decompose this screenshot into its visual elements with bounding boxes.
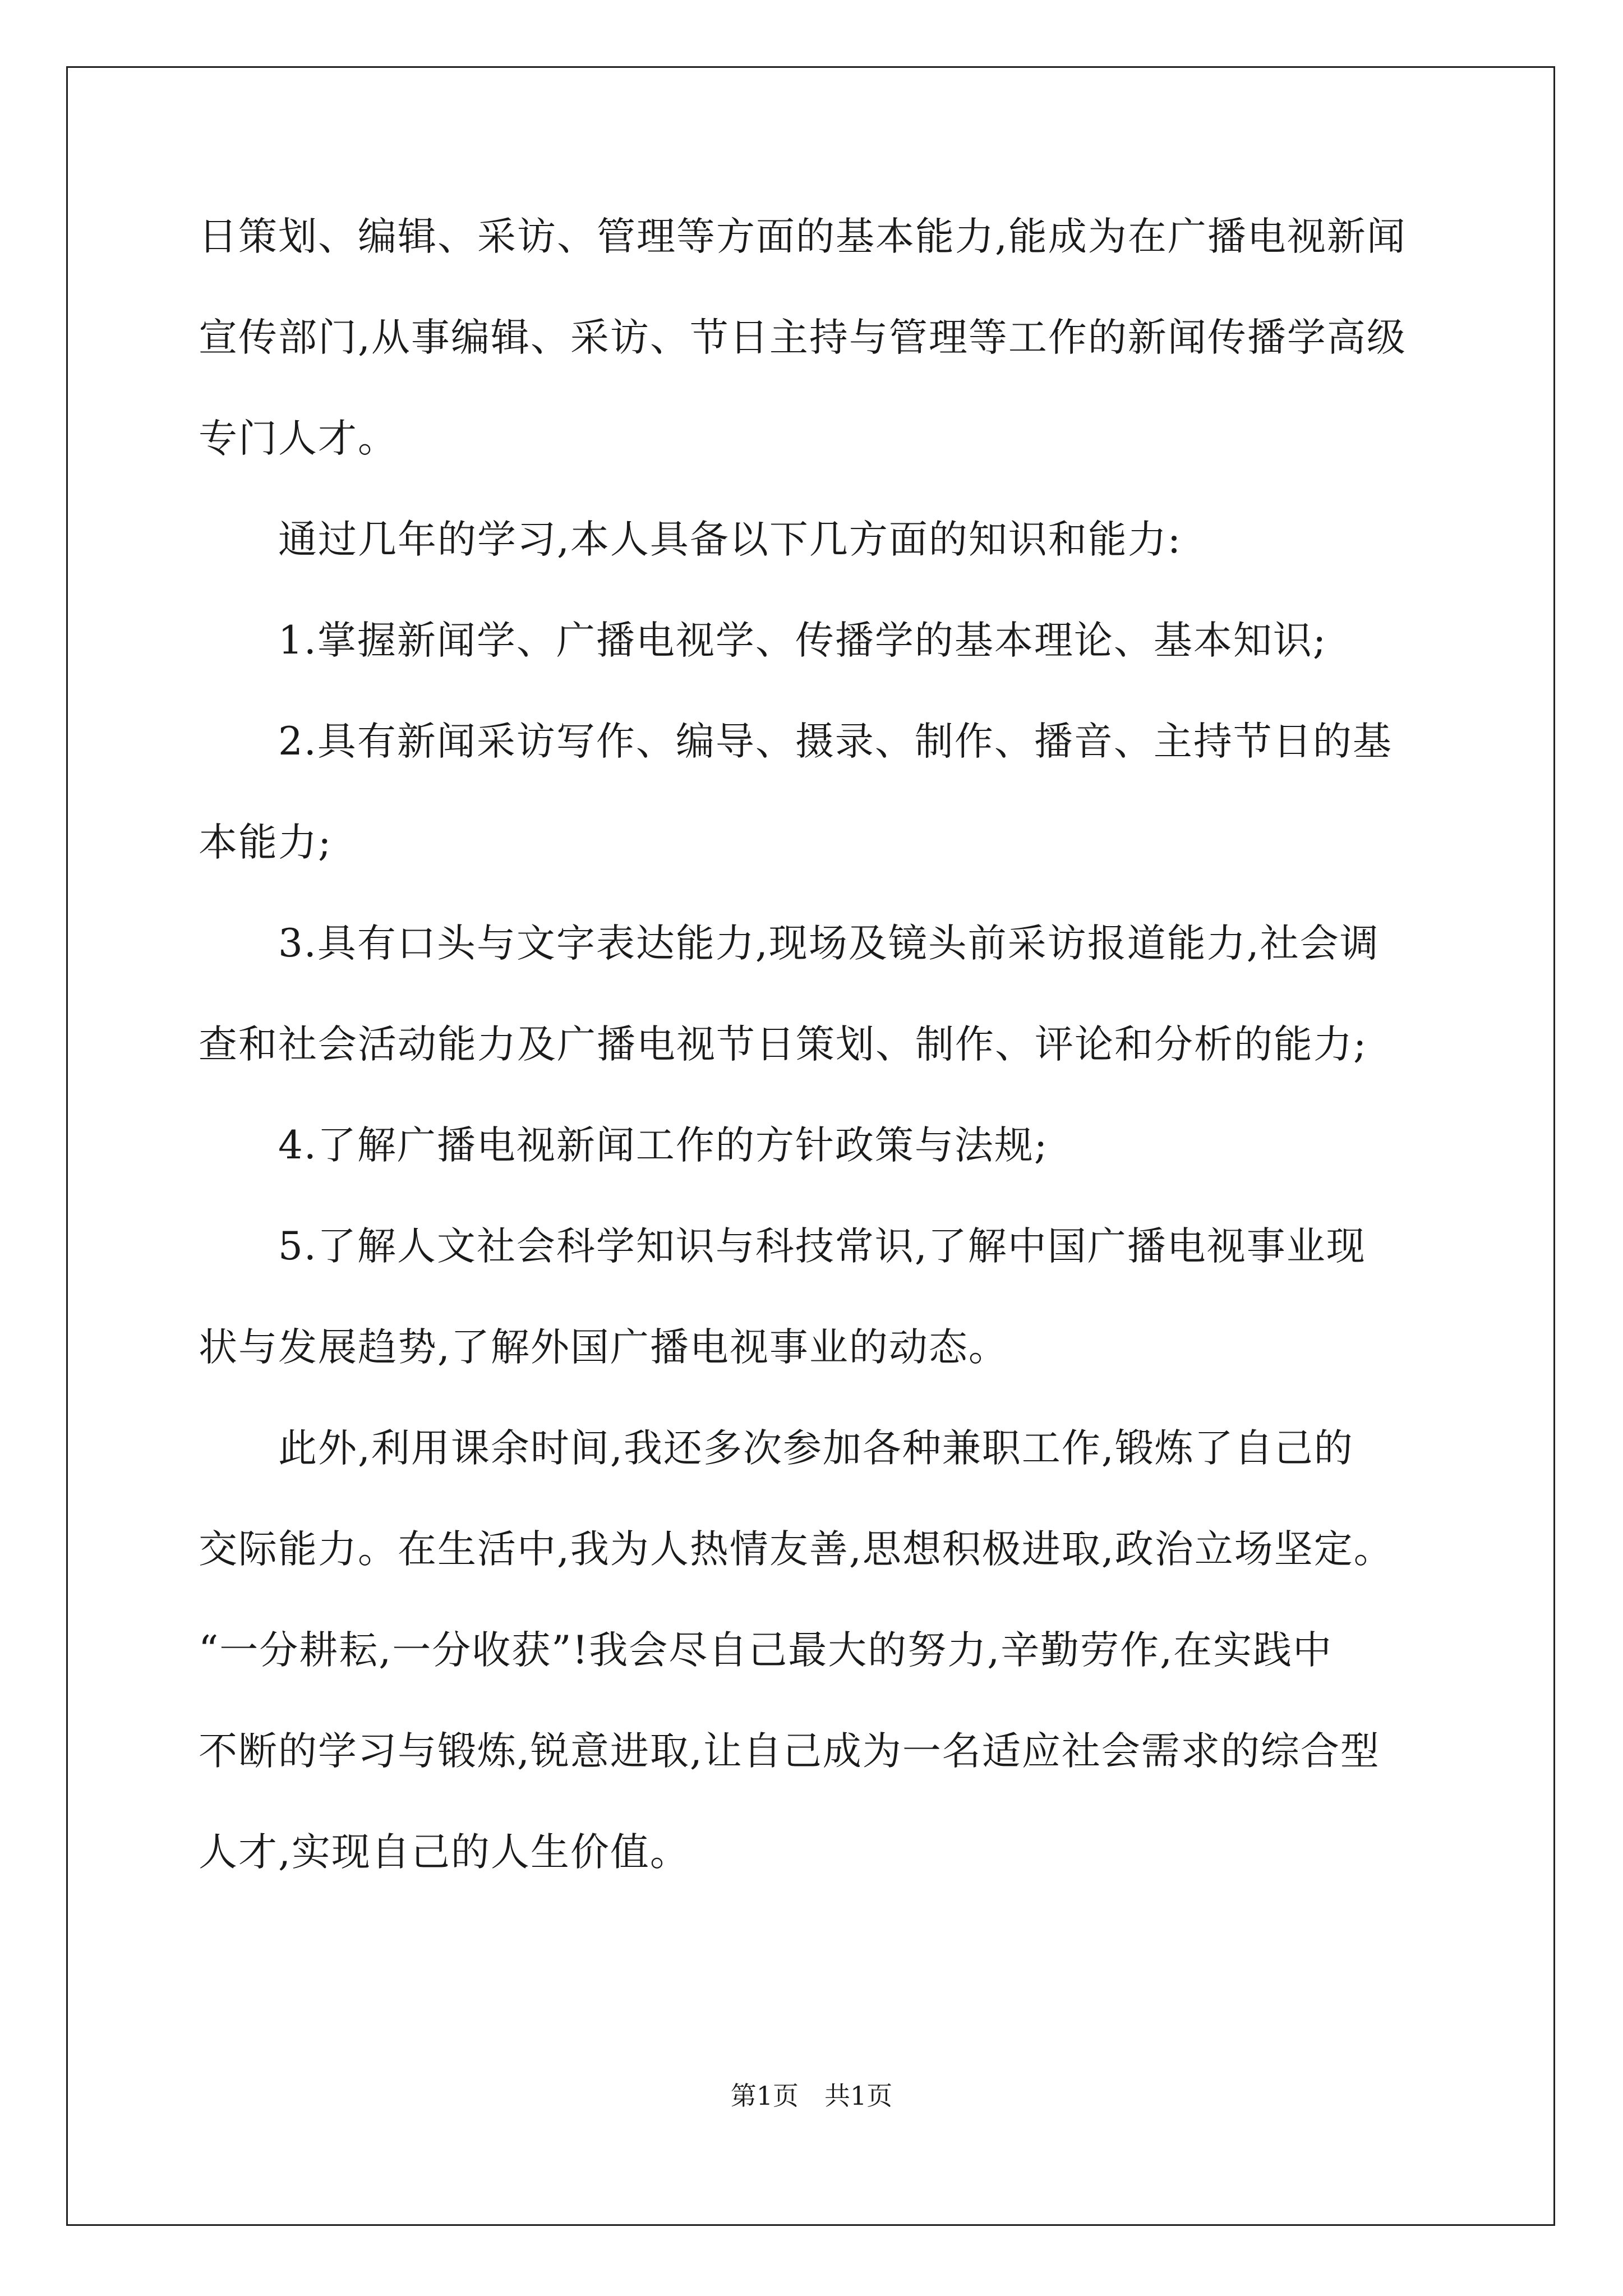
text-line: 人才,实现自己的人生价值。 bbox=[199, 1830, 690, 1875]
text-line: 此外,利用课余时间,我还多次参加各种兼职工作,锻炼了自己的 bbox=[199, 1426, 1354, 1471]
text-line: 通过几年的学习,本人具备以下几方面的知识和能力: bbox=[199, 517, 1182, 562]
page-footer: 第1页 共1页 bbox=[730, 2081, 893, 2111]
text-line: 4.了解广播电视新闻工作的方针政策与法规; bbox=[199, 1123, 1049, 1168]
text-line: “一分耕耘,一分收获”!我会尽自己最大的努力,辛勤劳作,在实践中 bbox=[199, 1628, 1333, 1673]
text-line: 1.掌握新闻学、广播电视学、传播学的基本理论、基本知识; bbox=[199, 618, 1327, 663]
text-line: 交际能力。在生活中,我为人热情友善,思想积极进取,政治立场坚定。 bbox=[199, 1527, 1394, 1572]
text-line: 日策划、编辑、采访、管理等方面的基本能力,能成为在广播电视新闻 bbox=[199, 214, 1407, 259]
text-line: 查和社会活动能力及广播电视节日策划、制作、评论和分析的能力; bbox=[199, 1022, 1368, 1067]
text-line: 2.具有新闻采访写作、编导、摄录、制作、播音、主持节日的基 bbox=[199, 719, 1393, 764]
text-line: 本能力; bbox=[199, 820, 333, 865]
text-line: 状与发展趋势,了解外国广播电视事业的动态。 bbox=[199, 1325, 1008, 1370]
text-line: 5.了解人文社会科学知识与科技常识,了解中国广播电视事业现 bbox=[199, 1224, 1366, 1269]
text-line: 3.具有口头与文字表达能力,现场及镜头前采访报道能力,社会调 bbox=[199, 921, 1380, 966]
text-line: 专门人才。 bbox=[199, 416, 398, 461]
text-line: 宣传部门,从事编辑、采访、节日主持与管理等工作的新闻传播学高级 bbox=[199, 315, 1407, 360]
text-line: 不断的学习与锻炼,锐意进取,让自己成为一名适应社会需求的综合型 bbox=[199, 1729, 1380, 1774]
